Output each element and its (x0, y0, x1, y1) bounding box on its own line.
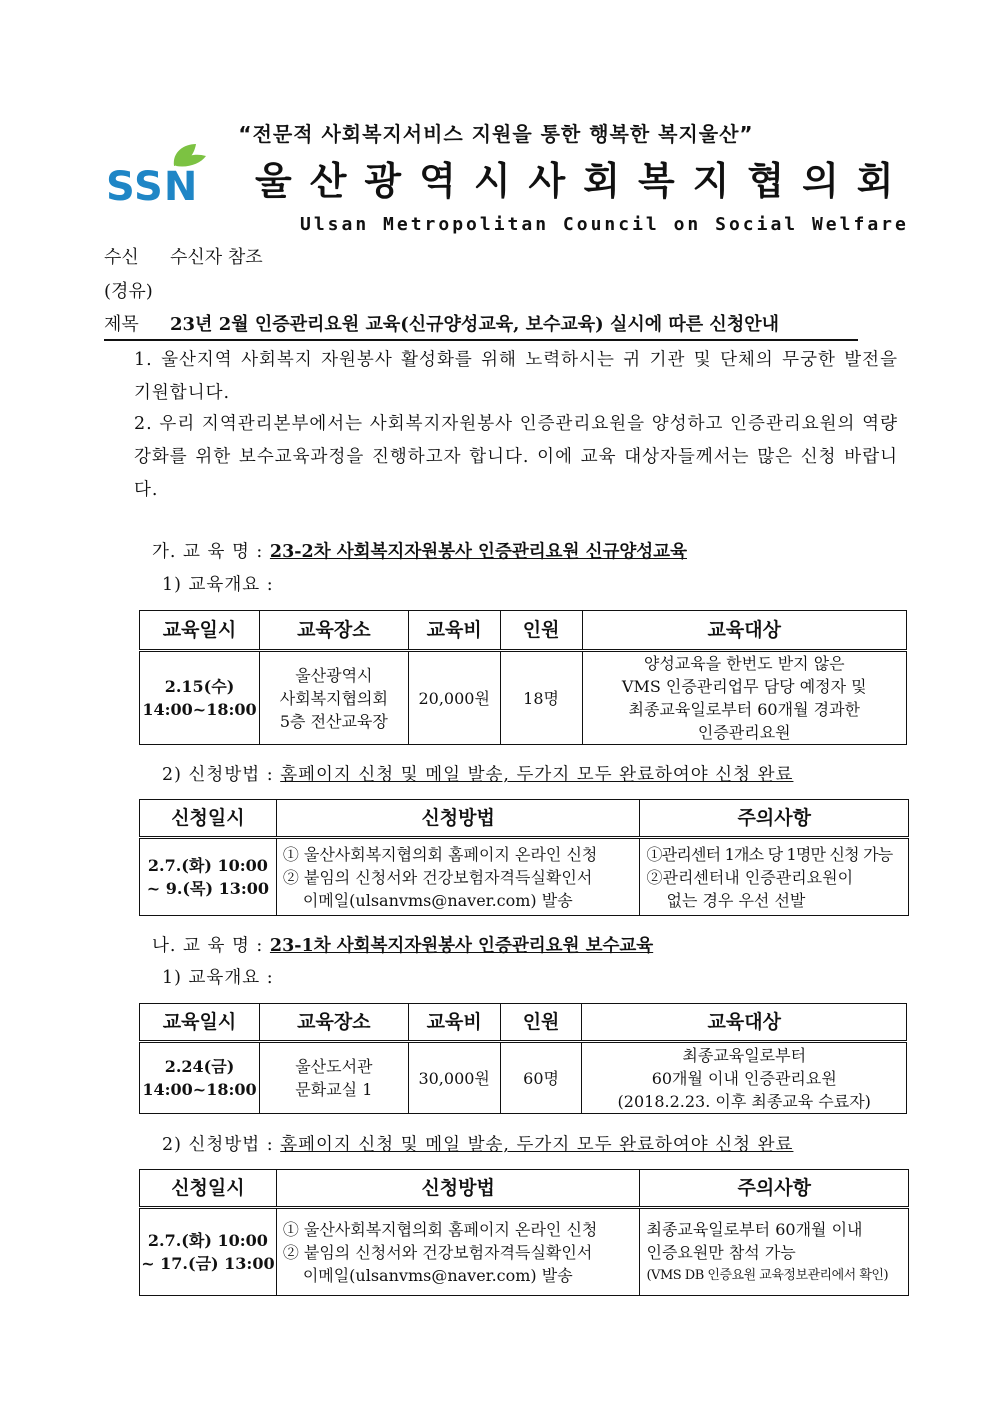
target-cell (582, 1042, 907, 1114)
target-line: 양성교육을 한번도 받지 않은 (643, 654, 845, 673)
method-text: 홈페이지 신청 및 메일 발송, 두가지 모두 완료하여야 신청 완료 (280, 1135, 794, 1155)
ssn-logo (106, 142, 216, 212)
header-cell: 신청방법 (276, 800, 640, 838)
recipient-label: 수신 (104, 247, 139, 268)
section-a-method-label (162, 761, 793, 786)
header-cell: 신청방법 (276, 1170, 640, 1208)
paragraph-1: 1. 울산지역 사회복지 자원봉사 활성화를 위해 노력하시는 귀 기관 및 단체의 무궁한 발전을 기원합니다. (134, 350, 898, 403)
target-line: 최종교육일로부터 60개월 경과한 (628, 700, 860, 719)
count-cell: 18명 (500, 651, 582, 745)
subject-line (104, 310, 779, 336)
section-a-overview-table (139, 610, 907, 745)
org-name: 울산광역시사회복지협의회 (255, 159, 912, 203)
subject-value: 23년 2월 인증관리요원 교육(신규양성교육, 보수교육) 실시에 따른 신청안내 (170, 314, 779, 335)
date-text: 2.24(금) (164, 1057, 235, 1076)
note-line: ②관리센터내 인증관리요원이 (646, 867, 854, 887)
place-line: 5층 전산교육장 (279, 711, 388, 731)
place-line: 사회복지협의회 (279, 688, 388, 708)
header-cell: 교육대상 (582, 1004, 907, 1042)
table-header-row (140, 1170, 909, 1208)
apply-notes-cell (640, 838, 909, 916)
count-cell: 60명 (500, 1042, 582, 1114)
subject-label: 제목 (104, 314, 139, 335)
header-cell: 교육비 (408, 611, 500, 651)
method-prefix: 2) 신청방법 : (162, 765, 274, 785)
target-line: 60개월 이내 인증관리요원 (651, 1068, 837, 1088)
table-header-row (140, 611, 907, 651)
apply-date-start: 2.7.(화) 10:00 (147, 856, 268, 875)
section-a-apply-table (139, 799, 909, 916)
fee-cell: 30,000원 (408, 1042, 500, 1114)
section-a-prefix: 가. 교 육 명 : (152, 542, 264, 562)
header-cell: 교육비 (408, 1004, 500, 1042)
place-line: 울산도서관 (295, 1057, 373, 1076)
method-line: ② 붙임의 신청서와 건강보험자격득실확인서 (282, 867, 593, 887)
apply-method-cell (276, 1208, 640, 1296)
divider (104, 339, 858, 341)
header-cell: 교육일시 (140, 611, 260, 651)
header-cell: 교육일시 (140, 1004, 260, 1042)
section-a-heading (152, 538, 687, 563)
section-b-heading (152, 932, 653, 957)
method-line: ① 울산사회복지협의회 홈페이지 온라인 신청 (282, 844, 598, 864)
header-cell: 교육대상 (582, 611, 906, 651)
section-b-title: 23-1차 사회복지자원봉사 인증관리요원 보수교육 (269, 936, 654, 956)
table-row (140, 1208, 909, 1296)
section-b-overview-table (139, 1003, 907, 1114)
place-line: 문화교실 1 (295, 1080, 373, 1099)
paragraph-2: 2. 우리 지역관리본부에서는 사회복지자원봉사 인증관리요원을 양성하고 인증관리요원의 역량 강화를 위한 보수교육과정을 진행하고자 합니다. 이에 교육 대상자들께서는 많은 신청 바랍니다. (134, 414, 898, 500)
date-cell (140, 1042, 260, 1114)
target-cell (582, 651, 906, 745)
header-cell: 주의사항 (640, 1170, 909, 1208)
header-cell: 인원 (500, 1004, 582, 1042)
header-cell: 교육장소 (259, 1004, 408, 1042)
place-line: 울산광역시 (295, 665, 373, 685)
method-line: 이메일(ulsanvms@naver.com) 발송 (302, 1265, 573, 1285)
time-text: 14:00~18:00 (142, 1080, 257, 1099)
date-text: 2.15(수) (164, 677, 235, 696)
section-a-title: 23-2차 사회복지자원봉사 인증관리요원 신규양성교육 (269, 542, 687, 562)
note-line: 인증요원만 참석 가능 (646, 1242, 796, 1262)
apply-method-cell (276, 838, 640, 916)
table-header-row (140, 1004, 907, 1042)
target-line: 최종교육일로부터 (682, 1045, 807, 1065)
place-cell (259, 651, 408, 745)
header-cell: 신청일시 (140, 1170, 277, 1208)
target-line: VMS 인증관리업무 담당 예정자 및 (621, 677, 867, 696)
method-prefix: 2) 신청방법 : (162, 1135, 274, 1155)
header-cell: 신청일시 (140, 800, 277, 838)
slogan: “전문적 사회복지서비스 지원을 통한 행복한 복지울산” (238, 122, 754, 146)
fee-cell: 20,000원 (408, 651, 500, 745)
recipient-value: 수신자 참조 (170, 247, 263, 268)
apply-date-start: 2.7.(화) 10:00 (147, 1231, 268, 1250)
section-a-overview-label: 1) 교육개요 : (162, 575, 274, 595)
apply-notes-cell (640, 1208, 909, 1296)
logo-text: SSN (106, 164, 199, 210)
table-header-row (140, 800, 909, 838)
header-cell: 주의사항 (640, 800, 909, 838)
org-name-en: Ulsan Metropolitan Council on Social Welfare (300, 214, 909, 235)
section-b-apply-table (139, 1169, 909, 1296)
header-cell: 교육장소 (259, 611, 408, 651)
note-line: (VMS DB 인증요원 교육정보관리에서 확인) (646, 1267, 889, 1283)
header-cell: 인원 (500, 611, 582, 651)
table-row (140, 1042, 907, 1114)
apply-date-end: ~ 17.(금) 13:00 (141, 1254, 275, 1273)
place-cell (259, 1042, 408, 1114)
apply-date-cell (140, 1208, 277, 1296)
date-cell (140, 651, 260, 745)
section-b-method-label (162, 1131, 793, 1156)
apply-date-cell (140, 838, 277, 916)
table-row (140, 838, 909, 916)
target-line: (2018.2.23. 이후 최종교육 수료자) (617, 1091, 871, 1111)
apply-date-end: ~ 9.(목) 13:00 (146, 879, 270, 898)
time-text: 14:00~18:00 (142, 700, 257, 719)
note-line: 없는 경우 우선 선발 (666, 890, 806, 910)
target-line: 인증관리요원 (697, 723, 791, 742)
method-line: 이메일(ulsanvms@naver.com) 발송 (302, 890, 573, 910)
table-row (140, 651, 907, 745)
recipient-line (104, 243, 263, 269)
method-line: ② 붙임의 신청서와 건강보험자격득실확인서 (282, 1242, 593, 1262)
method-text: 홈페이지 신청 및 메일 발송, 두가지 모두 완료하여야 신청 완료 (280, 765, 794, 785)
method-line: ① 울산사회복지협의회 홈페이지 온라인 신청 (282, 1219, 598, 1239)
note-line: ①관리센터 1개소 당 1명만 신청 가능 (646, 844, 893, 864)
section-b-prefix: 나. 교 육 명 : (152, 936, 264, 956)
note-line: 최종교육일로부터 60개월 이내 (646, 1219, 863, 1239)
section-b-overview-label: 1) 교육개요 : (162, 968, 274, 988)
via-line: (경유) (104, 281, 153, 302)
